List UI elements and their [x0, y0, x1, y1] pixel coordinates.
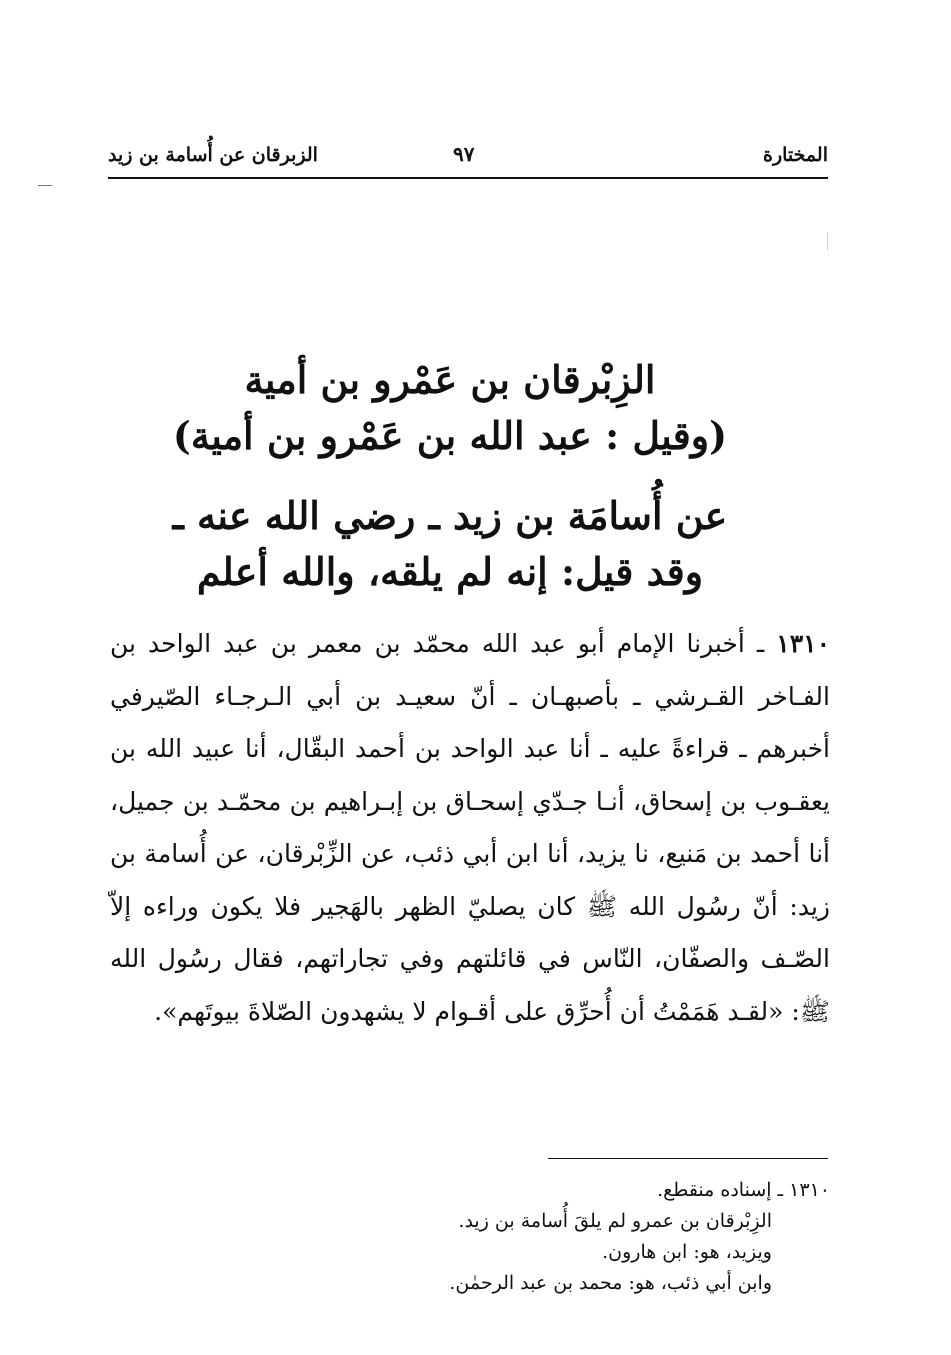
margin-mark	[38, 185, 52, 186]
title-line-1: الزِبْرقان بن عَمْرو بن أمية	[244, 357, 656, 402]
footnote-rule	[548, 1158, 828, 1159]
running-header	[108, 140, 828, 180]
chapter-subtitle	[150, 488, 750, 600]
header-book-title: المختارة	[763, 144, 828, 166]
hadith-number: ١٣١٠	[776, 629, 830, 658]
header-chapter-title: الزبرقان عن أُسامة بن زيد	[108, 144, 318, 166]
title-line-3: عن أُسامَة بن زيد ـ رضي الله عنه ـ	[172, 493, 728, 538]
footnote-line: ويزيد، هو: ابن هارون.	[602, 1241, 772, 1263]
scan-mark	[827, 232, 828, 250]
chapter-title	[150, 352, 750, 464]
hadith-text: ـ أخبرنا الإمام أبو عبد الله محمّد بن معمر بن عبد الواحد بن الفـاخر القـرشي ـ بأصبهـان ـ أنّ سعيـد بن أبي الـرجـاء الصّيرفي أخبرهم ـ قراءةً عليه ـ أنا عبد الواحد بن أحمد البقّال، أنا عبيد الله بن يعقـوب بن إسحاق، أنـا جـدّي إسحـاق بن إبـراهيم بن محمّـد بن جميل، أنا أحمد بن مَنيع، نا يزيد، أنا ابن أبي ذئب، عن الزِّبْرقان، عن أُسامة بن زيد: أنّ رسُول الله ﷺ كان يصليّ الظهر بالهَجير فلا يكون وراءه إلاّ الصّـف والصفّان، النّاس في قائلتهم وفي تجاراتهم، فقال رسُول الله ﷺ: «لقـد هَمَمْتُ أن أُحرِّق على أقـوام لا يشهدون الصّلاةَ بيوتَهم».	[110, 629, 830, 1026]
hadith-paragraph	[110, 618, 830, 1038]
footnote-line: ١٣١٠ ـ إسناده منقطع.	[657, 1179, 830, 1201]
footnote-line: الزِبْرقان بن عمرو لم يلقَ أُسامة بن زيد.	[458, 1210, 772, 1232]
title-line-4: وقد قيل: إنه لم يلقه، والله أعلم	[196, 549, 704, 594]
header-rule	[108, 177, 828, 179]
footnotes	[330, 1175, 830, 1299]
footnote-line: وابن أبي ذئب، هو: محمد بن عبد الرحمٰن.	[449, 1272, 772, 1294]
title-line-2: (وقيل : عبد الله بن عَمْرو بن أمية)	[172, 413, 728, 458]
page-number: ٩٧	[453, 142, 475, 166]
